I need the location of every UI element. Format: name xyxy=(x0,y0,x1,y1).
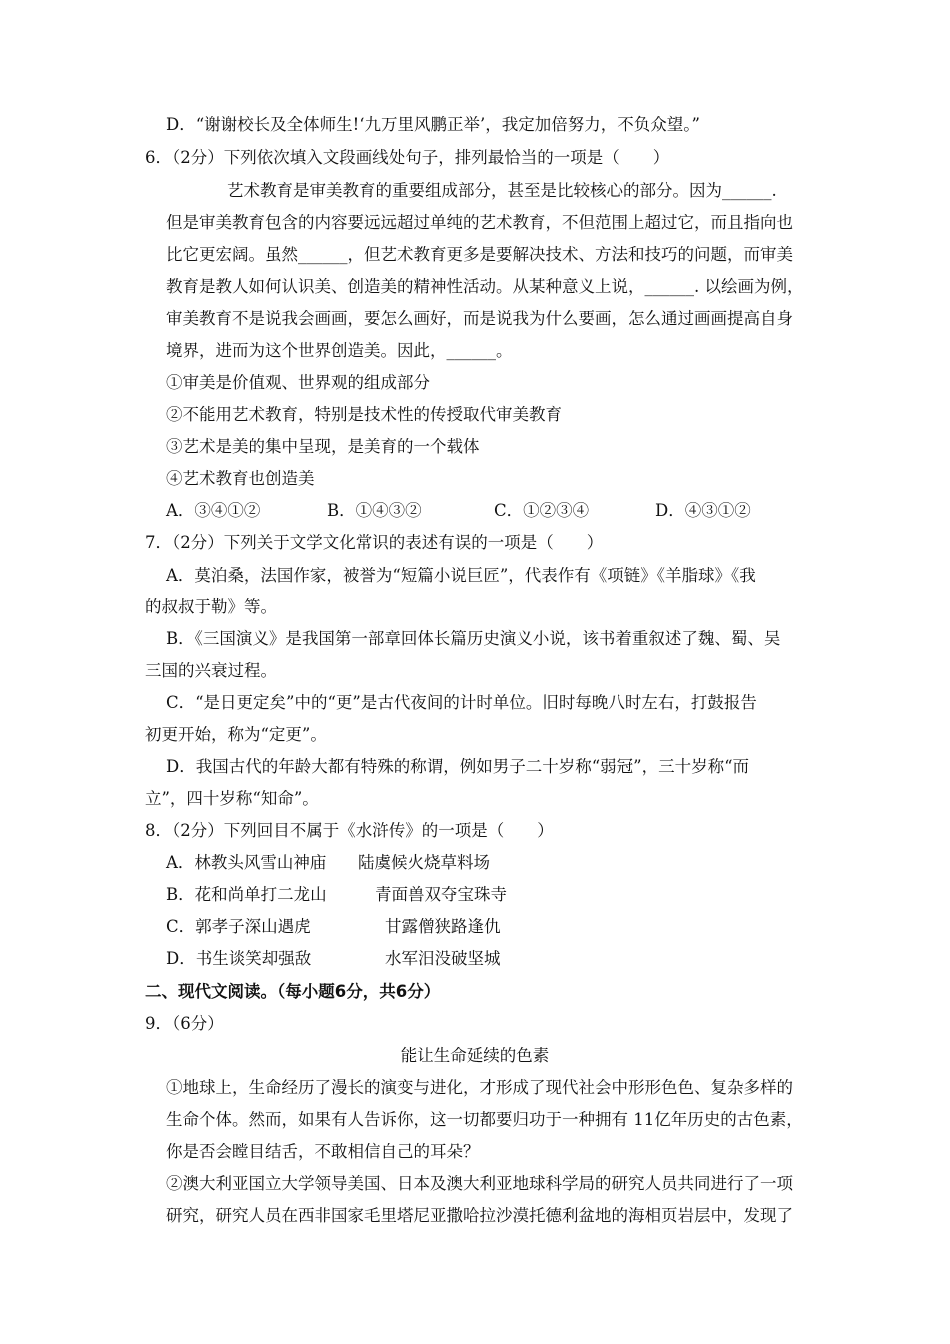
q5-option-d: D．“谢谢校长及全体师生!‘九万里风鹏正举’，我定加倍努力，不负众望。” xyxy=(166,115,700,134)
article-paragraph-line: 研究，研究人员在西非国家毛里塔尼亚撒哈拉沙漠托德利盆地的海相页岩层中，发现了 xyxy=(166,1206,793,1225)
q7-option-d-line2: 立”，四十岁称“知命”。 xyxy=(145,789,319,808)
article-paragraph-line: 你是否会瞠目结舌，不敢相信自己的耳朵？ xyxy=(166,1142,480,1161)
q6-item: ③艺术是美的集中呈现，是美育的一个载体 xyxy=(166,437,480,456)
q8-option-left: D．书生谈笑却强敌 xyxy=(166,949,312,968)
q6-option-c: C．①②③④ xyxy=(494,501,590,520)
article-paragraph-line: ①地球上，生命经历了漫长的演变与进化，才形成了现代社会中形形色色、复杂多样的 xyxy=(166,1078,793,1097)
q7-option-d-line1: D．我国古代的年龄大都有特殊的称谓，例如男子二十岁称“弱冠”，三十岁称“而 xyxy=(166,757,750,776)
q6-item: ①审美是价值观、世界观的组成部分 xyxy=(166,373,430,392)
q6-passage-line: 但是审美教育包含的内容要远远超过单纯的艺术教育，不但范围上超过它，而且指向也 xyxy=(166,213,793,232)
q8-option-right: 甘露僧狭路逢仇 xyxy=(385,917,501,936)
q6-item: ④艺术教育也创造美 xyxy=(166,469,315,488)
section-heading: 二、现代文阅读。（每小题6分，共6分） xyxy=(145,982,441,1001)
article-paragraph-line: 生命个体。然而，如果有人告诉你，这一切都要归功于一种拥有 11亿年历史的古色素， xyxy=(166,1110,803,1129)
q7-option-a-line1: A．莫泊桑，法国作家，被誉为“短篇小说巨匠”，代表作有《项链》《羊脂球》《我 xyxy=(166,566,756,585)
article-title: 能让生命延续的色素 xyxy=(400,1046,550,1065)
q7-option-b-line1: B．《三国演义》是我国第一部章回体长篇历史演义小说，该书着重叙述了魏、蜀、吴 xyxy=(166,629,781,648)
q8-option-right: 陆虞候火烧草料场 xyxy=(358,853,490,872)
q6-stem: 6．（2分）下列依次填入文段画线处句子，排列最恰当的一项是（ ） xyxy=(145,148,670,167)
q6-option-b: B．①④③② xyxy=(327,501,422,520)
q9-stem: 9．（6分） xyxy=(145,1014,224,1033)
q8-stem: 8．（2分）下列回目不属于《水浒传》的一项是（ ） xyxy=(145,821,554,840)
q8-option-left: A．林教头风雪山神庙 xyxy=(166,853,327,872)
q6-option-a: A．③④①② xyxy=(166,501,261,520)
q6-item: ②不能用艺术教育，特别是技术性的传授取代审美教育 xyxy=(166,405,562,424)
q7-option-c-line1: C．“是日更定矣”中的“更”是古代夜间的计时单位。旧时每晚八时左右，打鼓报告 xyxy=(166,693,757,712)
q6-passage-line: 审美教育不是说我会画画，要怎么画好，而是说我为什么要画，怎么通过画画提高自身 xyxy=(166,309,793,328)
q6-option-d: D．④③①② xyxy=(655,501,751,520)
q6-passage-line: 比它更宏阔。虽然______，但艺术教育更多是要解决技术、方法和技巧的问题，而审美 xyxy=(166,245,793,264)
q8-option-left: C．郭孝子深山遇虎 xyxy=(166,917,311,936)
q8-option-right: 水军汨没破坚城 xyxy=(385,949,501,968)
q7-option-b-line2: 三国的兴衰过程。 xyxy=(145,661,277,680)
q8-option-left: B．花和尚单打二龙山 xyxy=(166,885,327,904)
q6-passage-line: 教育是教人如何认识美、创造美的精神性活动。从某种意义上说，______. 以绘画为例， xyxy=(166,277,804,296)
article-paragraph-line: ②澳大利亚国立大学领导美国、日本及澳大利亚地球科学局的研究人员共同进行了一项 xyxy=(166,1174,793,1193)
q6-passage-line: 艺术教育是审美教育的重要组成部分，甚至是比较核心的部分。因为______. xyxy=(227,181,777,200)
q7-option-c-line2: 初更开始，称为“定更”。 xyxy=(145,725,327,744)
q7-stem: 7．（2分）下列关于文学文化常识的表述有误的一项是（ ） xyxy=(145,533,604,552)
q6-passage-line: 境界，进而为这个世界创造美。因此，______。 xyxy=(166,341,513,360)
q7-option-a-line2: 的叔叔于勒》等。 xyxy=(145,597,277,616)
q8-option-right: 青面兽双夺宝珠寺 xyxy=(375,885,507,904)
